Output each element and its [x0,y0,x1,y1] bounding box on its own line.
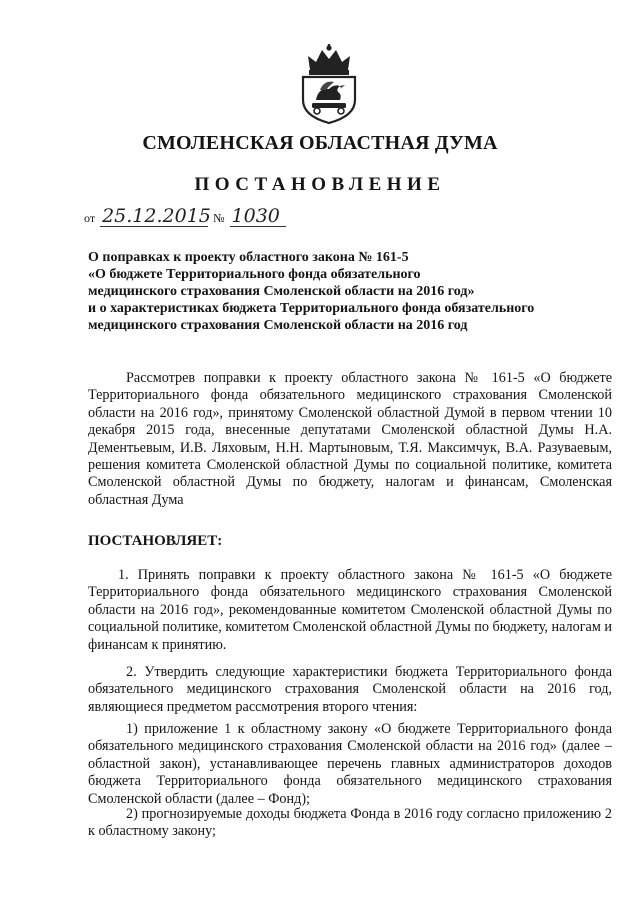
clause-1-paragraph: 1. Принять поправки к проекту областного закона № 161-5 «О бюджете Территориального фонда обязательного медицинского страхования Смоленской области на 2016 год», рекомендованные комитетом Смоленской областной Думы по социальной политике, комитетом Смоленской областной Думы по бюджету, налогам и финансам к принятию. [88,567,612,653]
handwritten-date: 25.12.2015 [102,205,211,227]
document-subject [88,249,588,334]
clause-2-1-paragraph: 1) приложение 1 к областному закону «О бюджете Территориального фонда обязательного медицинского страхования Смоленской области на 2016 год» (далее – областной закон), устанавливающее перечень главных администраторов доходов бюджета Территориального фонда обязательного медицинского страхования Смоленской области (далее – Фонд); [88,721,612,807]
document-type-title: ПОСТАНОВЛЕНИЕ [194,174,446,195]
subject-line: О поправках к проекту областного закона № 161-5 [88,250,409,265]
number-prefix: № [213,211,225,225]
subject-line: «О бюджете Территориального фонда обязательного [88,267,421,282]
decree-label: ПОСТАНОВЛЯЕТ: [88,533,223,549]
organization-title: СМОЛЕНСКАЯ ОБЛАСТНАЯ ДУМА [142,132,498,154]
subject-line: медицинского страхования Смоленской области на 2016 год» [88,284,475,299]
subject-line: медицинского страхования Смоленской области на 2016 год [88,318,468,333]
date-number-line [82,206,286,227]
handwritten-number: 1030 [230,206,286,227]
date-prefix: от [84,211,96,225]
preamble-paragraph: Рассмотрев поправки к проекту областного закона № 161-5 «О бюджете Территориального фонда обязательного медицинского страхования Смоленской области на 2016 год», принятому Смоленской областной Думой в первом чтении 10 декабря 2015 года, внесенные депутатами Смоленской областной Думы Н.А. Дементьевым, И.В. Ляховым, Н.Н. Мартыновым, Т.Я. Максимчук, В.А. Разуваевым, решения комитета Смоленской областной Думы по социальной политике, комитета Смоленской областной Думы по бюджету, налогам и финансам, Смоленская областная Дума [88,370,612,508]
subject-line: и о характеристиках бюджета Территориального фонда обязательного [88,301,535,316]
smolensk-coat-of-arms-icon [296,44,362,124]
clause-2-paragraph: 2. Утвердить следующие характеристики бюджета Территориального фонда обязательного медицинского страхования Смоленской области на 2016 год, являющиеся предметом рассмотрения второго чтения: [88,664,612,715]
clause-2-2-paragraph: 2) прогнозируемые доходы бюджета Фонда в 2016 году согласно приложению 2 к областному закону; [88,806,612,840]
